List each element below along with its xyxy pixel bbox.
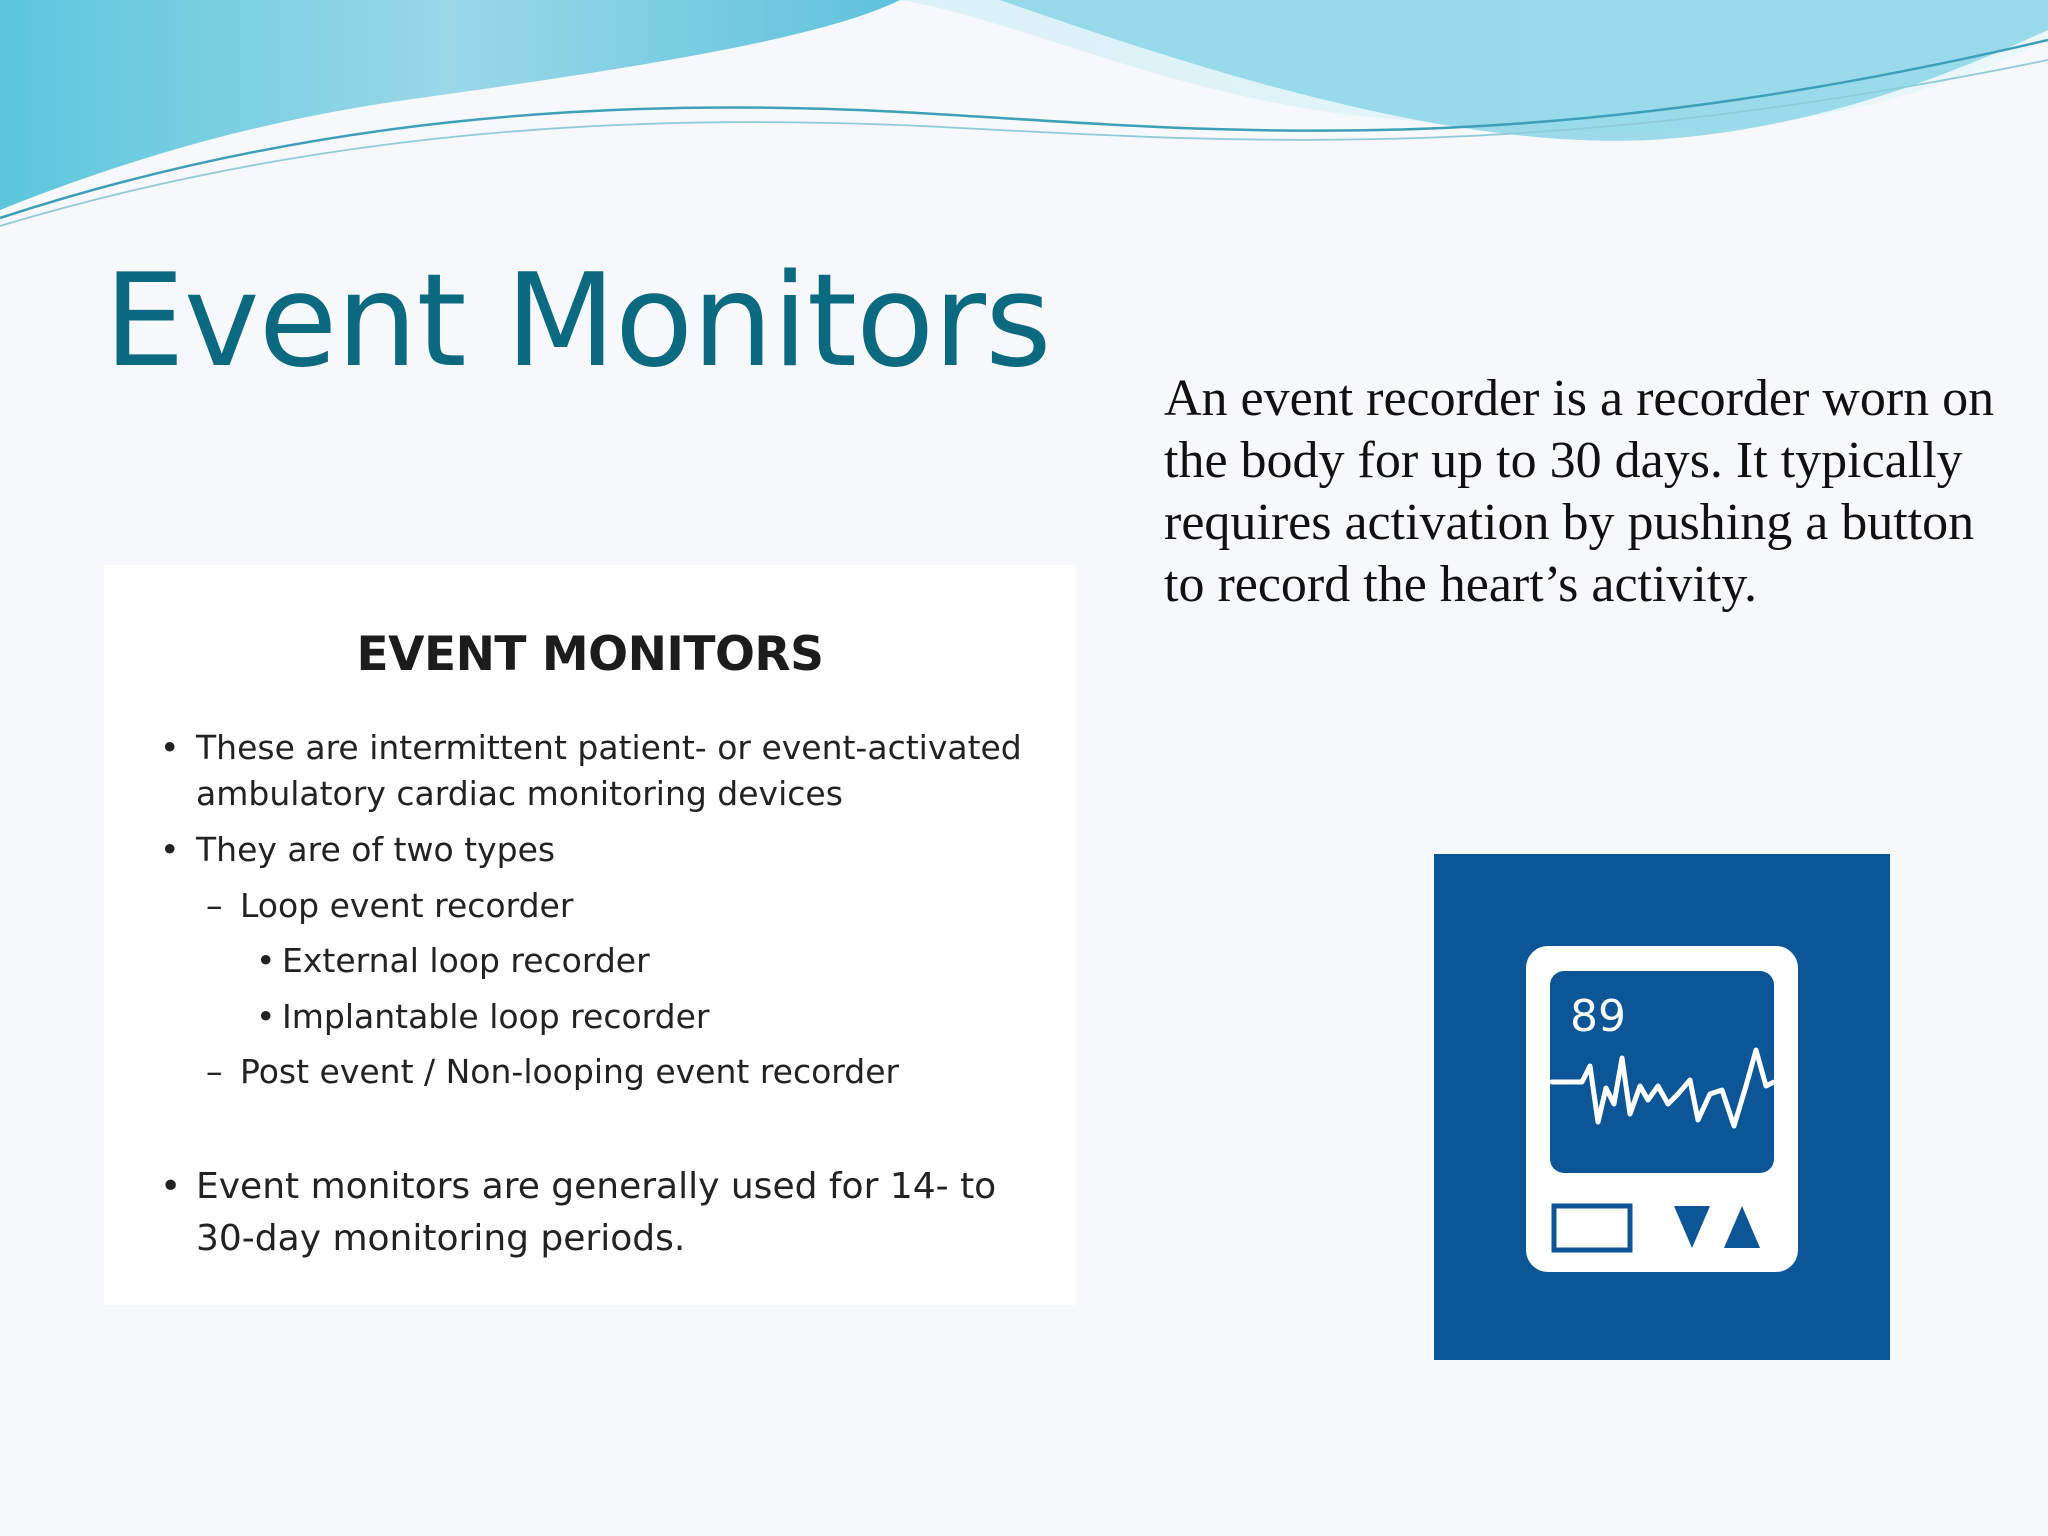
dash-marker: – — [206, 886, 223, 925]
sub-sub-bullet-item — [256, 938, 650, 984]
heart-rate-reading: 89 — [1570, 991, 1626, 1042]
bullet-item — [160, 1161, 996, 1265]
bullet-text-line: External loop recorder — [282, 941, 650, 980]
slide-title: Event Monitors — [104, 247, 1051, 396]
sub-bullet-item — [206, 883, 573, 929]
bullet-marker: • — [256, 941, 276, 980]
event-monitor-device-icon — [1434, 854, 1890, 1360]
bullet-text-line: These are intermittent patient- or event-activated — [196, 728, 1022, 767]
sub-bullet-item — [206, 1049, 899, 1095]
bullet-text-line: 30-day monitoring periods. — [196, 1218, 686, 1259]
bullet-text-line: ambulatory cardiac monitoring devices — [196, 774, 843, 813]
bullet-text-line: Loop event recorder — [240, 886, 574, 925]
event-monitors-summary-image — [104, 565, 1076, 1305]
inset-heading: EVENT MONITORS — [356, 627, 824, 682]
dash-marker: – — [206, 1052, 223, 1091]
bullet-marker: • — [160, 1166, 182, 1207]
bullet-marker: • — [160, 728, 180, 767]
bullet-text-line: They are of two types — [196, 830, 556, 869]
header-wave-decoration — [0, 0, 2048, 240]
sub-sub-bullet-item — [256, 994, 709, 1040]
bullet-marker: • — [160, 830, 180, 869]
slide-description: An event recorder is a recorder worn on the body for up to 30 days. It typically requires activation by pushing a button to record the heart’s activity. — [1164, 370, 1995, 613]
bullet-text-line: Event monitors are generally used for 14- to — [196, 1166, 997, 1207]
bullet-item — [160, 725, 1022, 817]
bullet-text-line: Implantable loop recorder — [282, 997, 710, 1036]
bullet-item — [160, 827, 555, 873]
bullet-marker: • — [256, 997, 276, 1036]
bullet-text-line: Post event / Non-looping event recorder — [240, 1052, 900, 1091]
